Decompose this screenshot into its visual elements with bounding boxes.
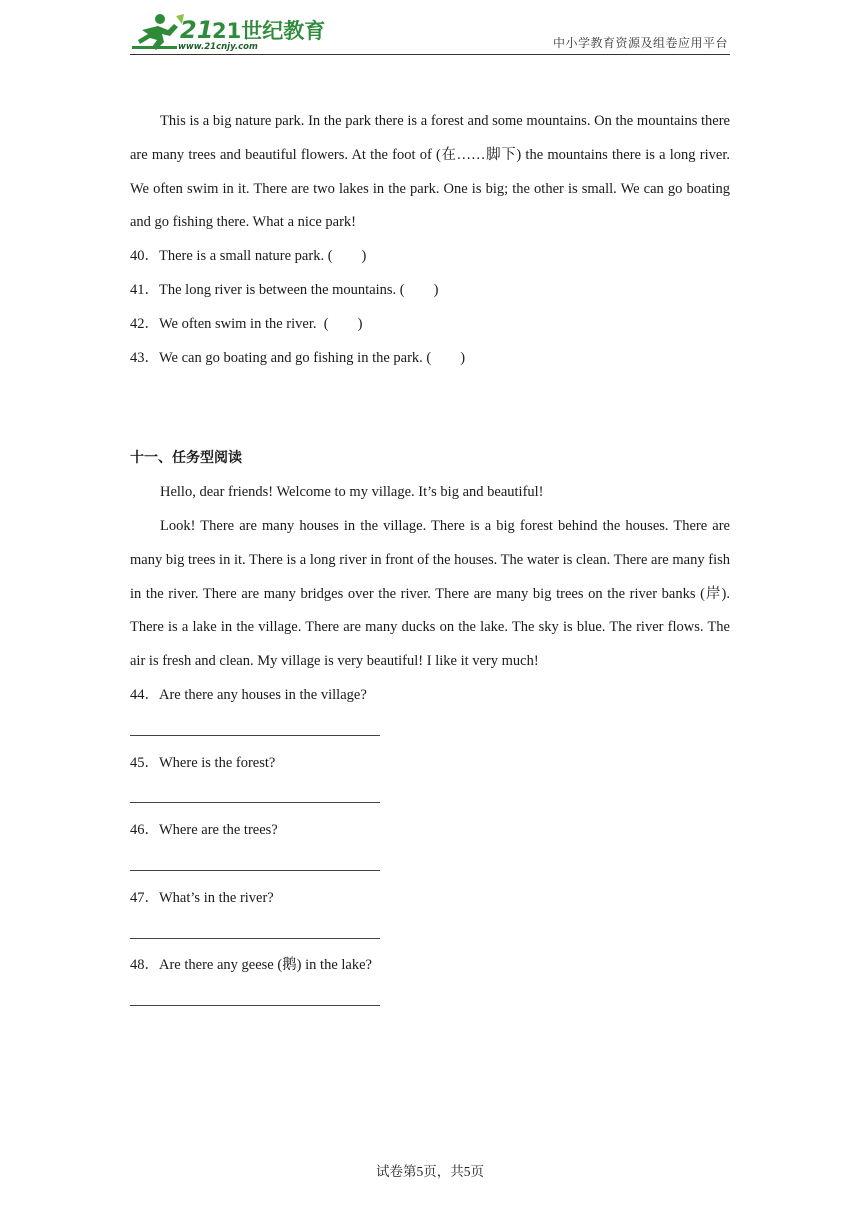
question-44: 44．Are there any houses in the village?: [130, 686, 367, 703]
passage-park: This is a big nature park. In the park there is a forest and some mountains. On the mountains there are many trees and beautiful flowers. At the foot of (在……脚下) the mountains there is a long river. We often swim in it. There are two lakes in the park. One is big; the other is small. We can go boating and go fishing there. What a nice park!: [130, 113, 730, 231]
question-48: 48．Are there any geese (鹅) in the lake?: [130, 957, 372, 974]
question-46: 46．Where are the trees?: [130, 822, 278, 839]
answer-line-44[interactable]: [130, 713, 730, 747]
question-40: 40．There is a small nature park. ( ): [130, 248, 367, 265]
svg-text:21: 21: [180, 16, 214, 44]
answer-line-45[interactable]: [130, 780, 730, 814]
passage-village: Look! There are many houses in the village. There is a big forest behind the houses. There are many big trees in it. There is a long river in front of the houses. The water is clean. There are many fish in the river. There are many bridges over the river. There are many big trees on the river banks (岸). There is a lake in the village. There are many ducks on the lake. The sky is blue. The river flows. The air is fresh and clean. My village is very beautiful! I like it very much!: [130, 517, 730, 670]
answer-line-48[interactable]: [130, 983, 730, 1017]
section-title: 十一、任务型阅读: [130, 450, 242, 467]
platform-name: 中小学教育资源及组卷应用平台: [552, 36, 728, 50]
svg-text:www.21cnjy.com: www.21cnjy.com: [178, 42, 258, 52]
passage-intro: Hello, dear friends! Welcome to my village. It’s big and beautiful!: [160, 484, 544, 501]
page-footer: 试卷第5页，共5页: [376, 1164, 484, 1179]
svg-text:21世纪教育: 21世纪教育: [212, 19, 326, 43]
question-45: 45．Where is the forest?: [130, 754, 276, 771]
question-41: 41．The long river is between the mountains. ( ): [130, 281, 439, 298]
page-content: [130, 105, 730, 1017]
logo: [130, 10, 326, 52]
question-42: 42．We often swim in the river. ( ): [130, 315, 363, 332]
answer-line-47[interactable]: [130, 916, 730, 950]
question-43: 43．We can go boating and go fishing in the park. ( ): [130, 349, 466, 366]
question-47: 47．What’s in the river?: [130, 889, 274, 906]
answer-line-46[interactable]: [130, 848, 730, 882]
page-header: [130, 8, 730, 55]
